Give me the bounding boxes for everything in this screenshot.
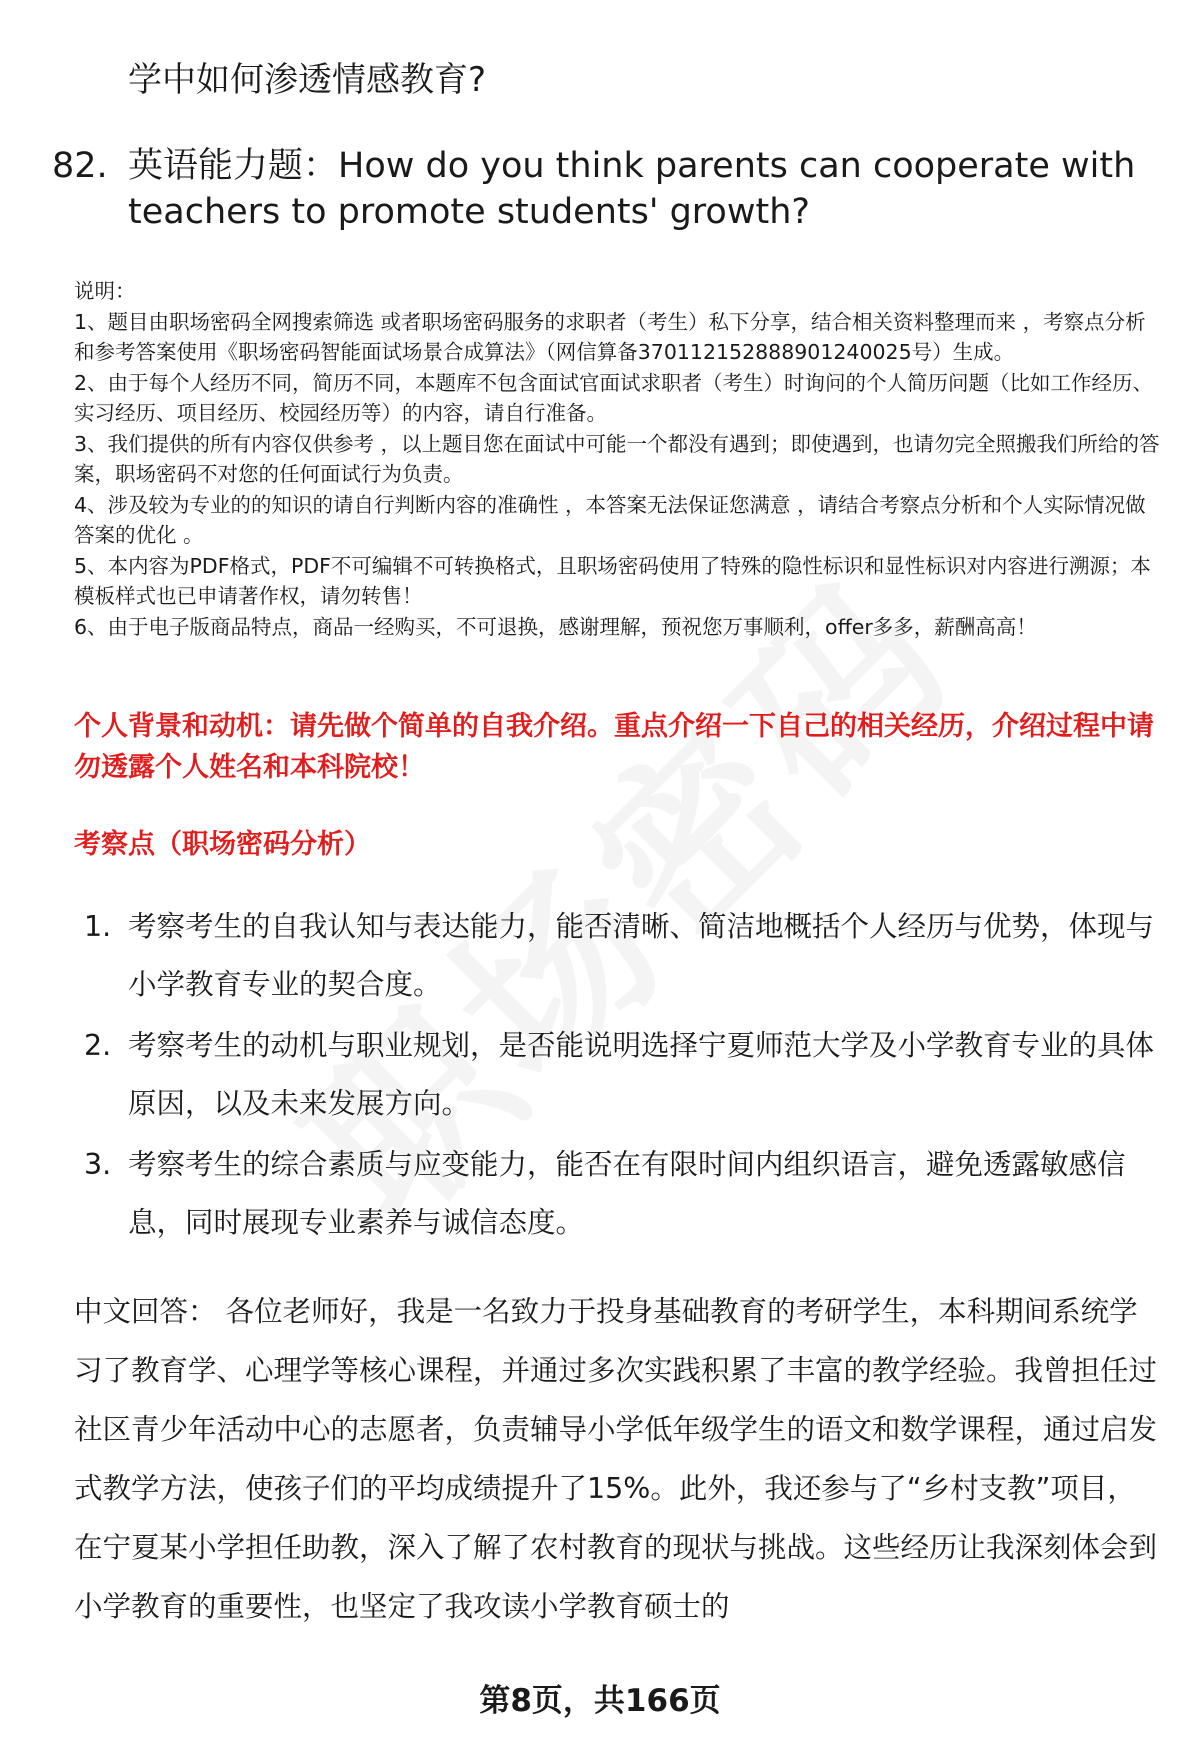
answer-block [74,1282,1160,1636]
exam-point-text: 考察考生的动机与职业规划，是否能说明选择宁夏师范大学及小学教育专业的具体原因，以及未来发展方向。 [128,1029,1155,1120]
note-item: 4、涉及较为专业的的知识的请自行判断内容的准确性 ，本答案无法保证您满意 ，请结合考察点分析和个人实际情况做答案的优化 。 [74,492,1146,547]
exam-points-title: 考察点（职场密码分析） [74,829,371,860]
exam-point-text: 考察考生的综合素质与应变能力，能否在有限时间内组织语言，避免透露敏感信息，同时展现专业素养与诚信态度。 [128,1148,1126,1239]
answer-label: 中文回答： [74,1295,217,1328]
exam-points-list [84,898,1154,1255]
question-number: 82. [52,146,108,186]
exam-point-number: 3. [84,1148,112,1181]
exam-point-number: 1. [84,910,112,943]
notes-block [74,276,1164,642]
answer-text: 各位老师好，我是一名致力于投身基础教育的考研学生，本科期间系统学习了教育学、心理学等核心课程，并通过多次实践积累了丰富的教学经验。我曾担任过社区青少年活动中心的志愿者，负责辅导小学低年级学生的语文和数学课程，通过启发式教学方法，使孩子们的平均成绩提升了15%。此外，我还参与了“乡村支教”项目，在宁夏某小学担任助教，深入了解了农村教育的现状与挑战。这些经历让我深刻体会到小学教育的重要性，也坚定了我攻读小学教育硕士的 [74,1295,1158,1623]
note-item: 2、由于每个人经历不同，简历不同，本题库不包含面试官面试求职者（考生）时询问的个人简历问题（比如工作经历、实习经历、项目经历、校园经历等）的内容，请自行准备。 [74,370,1154,425]
section-heading: 个人背景和动机：请先做个简单的自我介绍。重点介绍一下自己的相关经历，介绍过程中请勿透露个人姓名和本科院校！ [74,711,1154,783]
note-item: 3、我们提供的所有内容仅供参考 ，以上题目您在面试中可能一个都没有遇到；即使遇到，也请勿完全照搬我们所给的答案，职场密码不对您的任何面试行为负责。 [74,431,1160,486]
question-82 [52,143,1152,235]
exam-point-item [84,1136,1154,1252]
note-item: 5、本内容为PDF格式，PDF不可编辑不可转换格式，且职场密码使用了特殊的隐性标识和显性标识对内容进行溯源；本模板样式也已申请著作权，请勿转售！ [74,553,1151,608]
exam-point-item [84,1017,1154,1133]
previous-question-continuation: 学中如何渗透情感教育? [128,60,487,100]
exam-point-item [84,898,1154,1014]
page-footer: 第8页，共166页 [479,1683,721,1719]
note-item: 6、由于电子版商品特点，商品一经购买，不可退换，感谢理解，预祝您万事顺利，offer多多，薪酬高高！ [74,614,1037,639]
exam-point-text: 考察考生的自我认知与表达能力，能否清晰、简洁地概括个人经历与优势，体现与小学教育专业的契合度。 [128,910,1155,1001]
notes-title: 说明： [74,279,136,303]
question-text: 英语能力题：How do you think parents can cooperate with teachers to promote students' growth? [128,146,1136,232]
exam-point-number: 2. [84,1029,112,1062]
note-item: 1、题目由职场密码全网搜索筛选 或者职场密码服务的求职者（考生）私下分享，结合相关资料整理而来 ，考察点分析和参考答案使用《职场密码智能面试场景合成算法》（网信算备370112152888901240025号）生成。 [74,309,1146,364]
